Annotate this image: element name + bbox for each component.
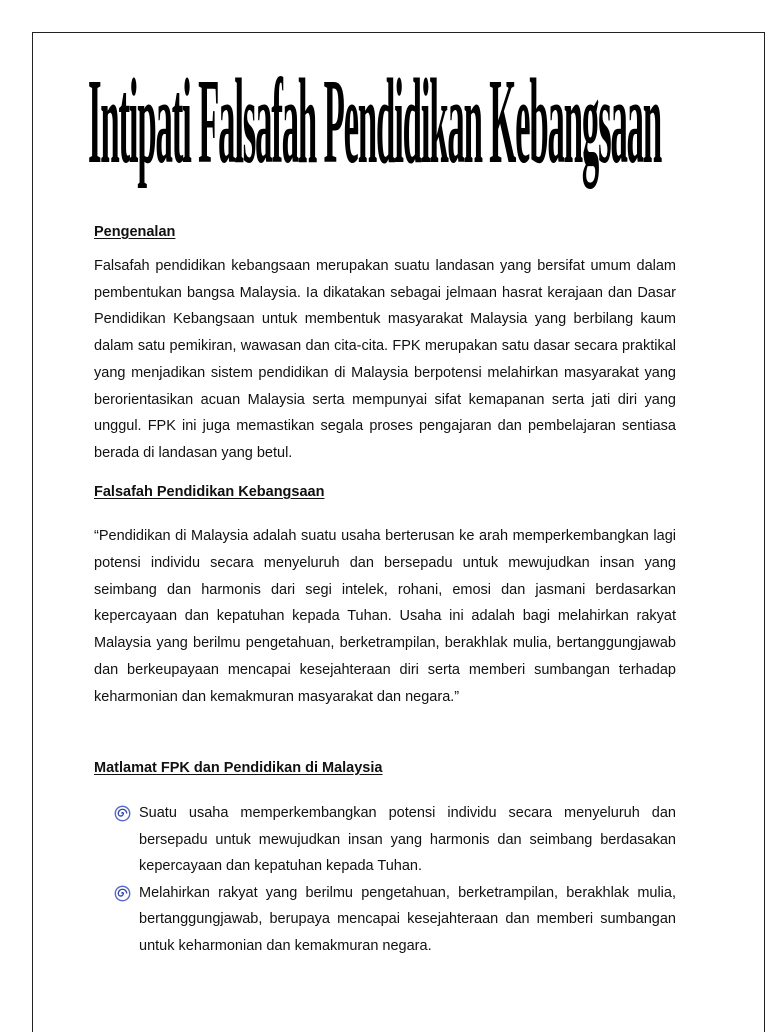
page-title-text: Intipati Falsafah Pendidikan Kebangsaan [87, 52, 661, 190]
spiral-icon [114, 805, 131, 822]
section-heading-fpk: Falsafah Pendidikan Kebangsaan [94, 484, 325, 500]
list-item [114, 800, 676, 880]
matlamat-list [114, 800, 676, 959]
section-heading-pengenalan: Pengenalan [94, 224, 176, 240]
section-heading-matlamat: Matlamat FPK dan Pendidikan di Malaysia [94, 760, 383, 776]
list-item-text: Melahirkan rakyat yang berilmu pengetahuan, berketrampilan, berakhlak mulia, bertanggungjawab, berupaya mencapai kesejahteraan dan memberi sumbangan untuk keharmonian dan kemakmuran negara. [139, 884, 676, 954]
paragraph-pengenalan: Falsafah pendidikan kebangsaan merupakan suatu landasan yang bersifat umum dalam pembentukan bangsa Malaysia. Ia dikatakan sebagai jelmaan hasrat kerajaan dan Dasar Pendidikan Kebangsaan untuk membentuk masyarakat Malaysia yang berbilang kaum dalam satu pemikiran, wawasan dan cita-cita. FPK merupakan satu dasar secara praktikal yang menjadikan sistem pendidikan di Malaysia berpotensi melahirkan masyarakat yang berorientasikan acuan Malaysia serta mempunyai sifat kemapanan serta jati diri yang unggul. FPK ini juga memastikan segala proses pengajaran dan pembelajaran sentiasa berada di landasan yang betul. [94, 258, 676, 461]
list-item-text: Suatu usaha memperkembangkan potensi individu secara menyeluruh dan bersepadu untuk mewujudkan insan yang harmonis dan seimbang berdasakan kepercayaan dan kepatuhan kepada Tuhan. [139, 805, 676, 874]
list-item [114, 880, 676, 960]
page-title [64, 52, 684, 190]
paragraph-fpk-quote: “Pendidikan di Malaysia adalah suatu usaha berterusan ke arah memperkembangkan lagi potensi individu secara menyeluruh dan bersepadu untuk mewujudkan insan yang seimbang dan harmonis dari segi intelek, rohani, emosi dan jasmani berdasarkan kepercayaan dan kepatuhan kepada Tuhan. Usaha ini adalah bagi melahirkan rakyat Malaysia yang berilmu pengetahuan, berketrampilan, berakhlak mulia, bertanggungjawab dan berkeupayaan mencapai kesejahteraan diri serta memberi sumbangan terhadap keharmonian dan kemakmuran masyarakat dan negara.” [94, 528, 676, 705]
spiral-icon [114, 885, 131, 902]
